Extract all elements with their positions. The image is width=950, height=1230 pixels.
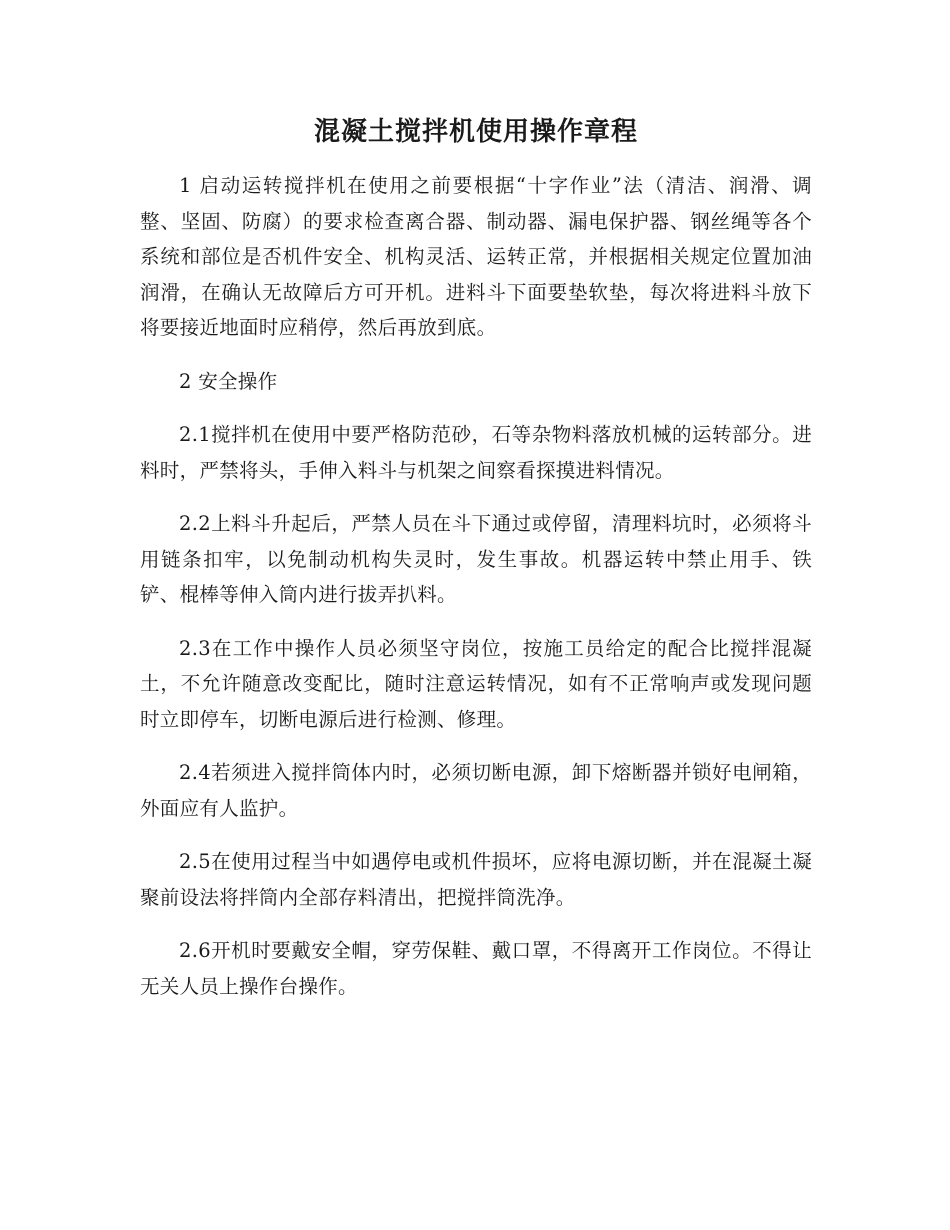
document-title: 混凝土搅拌机使用操作章程 bbox=[313, 117, 638, 147]
paragraph-2-4: 2.4若须进入搅拌筒体内时，必须切断电源，卸下熔断器并锁好电闸箱，外面应有人监护。 bbox=[140, 761, 812, 820]
paragraph-2-6: 2.6开机时要戴安全帽，穿劳保鞋、戴口罩，不得离开工作岗位。不得让无关人员上操作台操作。 bbox=[140, 939, 812, 998]
paragraph-2-5: 2.5在使用过程当中如遇停电或机件损坏，应将电源切断，并在混凝土凝聚前设法将拌筒内全部存料清出，把搅拌筒洗净。 bbox=[140, 850, 812, 909]
paragraph-2-2: 2.2上料斗升起后，严禁人员在斗下通过或停留，清理料坑时，必须将斗用链条扣牢，以免制动机构失灵时，发生事故。机器运转中禁止用手、铁铲、棍棒等伸入筒内进行拔弄扒料。 bbox=[140, 512, 812, 606]
paragraph-2-3: 2.3在工作中操作人员必须坚守岗位，按施工员给定的配合比搅拌混凝土，不允许随意改变配比，随时注意运转情况，如有不正常响声或发现问题时立即停车，切断电源后进行检测、修理。 bbox=[140, 636, 812, 731]
paragraph-startup: 1 启动运转搅拌机在使用之前要根据“十字作业”法（清洁、润滑、调整、坚固、防腐）的要求检查离合器、制动器、漏电保护器、钢丝绳等各个系统和部位是否机件安全、机构灵活、运转正常，并根据相关规定位置加油润滑，在确认无故障后方可开机。进料斗下面要垫软垫，每次将进料斗放下将要接近地面时应稍停，然后再放到底。 bbox=[140, 174, 812, 339]
document-page bbox=[140, 110, 812, 1022]
section-heading-safety: 2 安全操作 bbox=[179, 369, 278, 393]
paragraph-2-1: 2.1搅拌机在使用中要严格防范砂，石等杂物料落放机械的运转部分。进料时，严禁将头，手伸入料斗与机架之间察看探摸进料情况。 bbox=[140, 423, 812, 482]
